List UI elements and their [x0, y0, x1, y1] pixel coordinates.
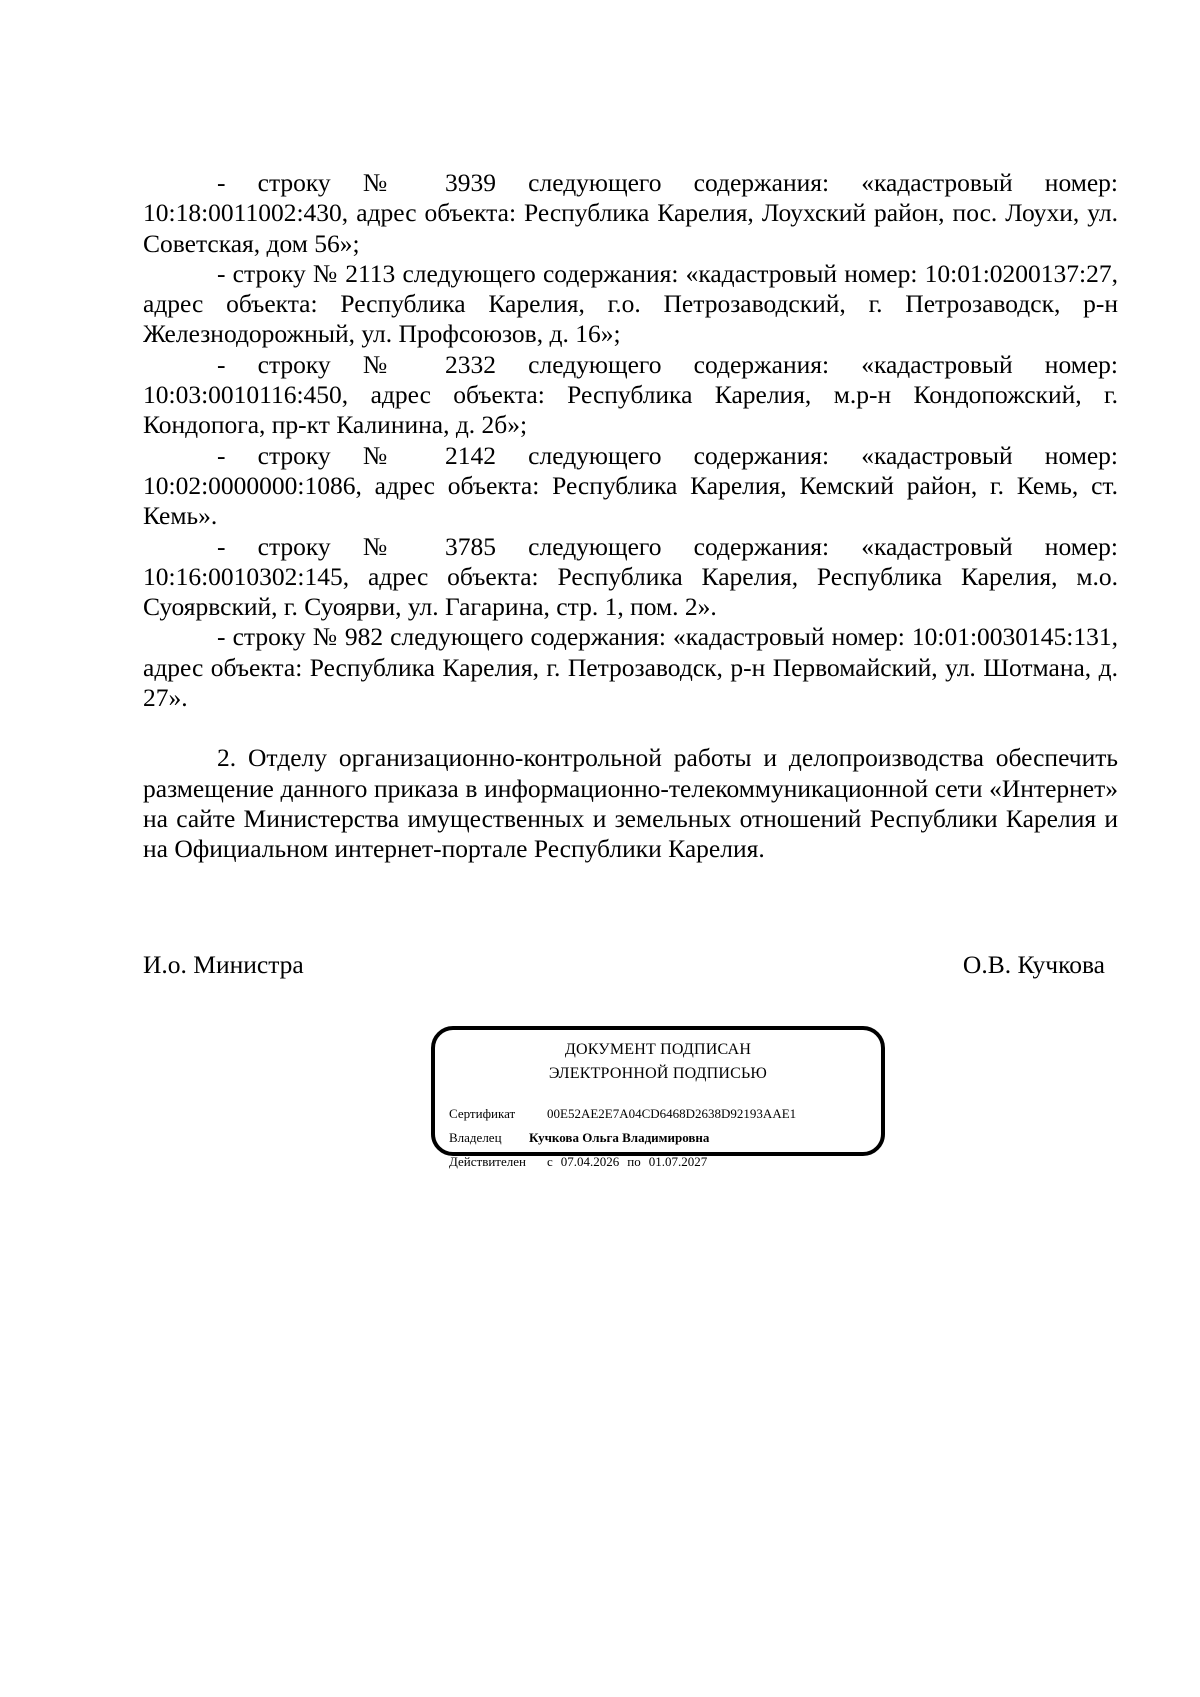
electronic-signature-stamp: [431, 1026, 885, 1169]
stamp-owner-value: Кучкова Ольга Владимировна: [529, 1130, 710, 1145]
stamp-heading-line2: ЭЛЕКТРОННОЙ ПОДПИСЬЮ: [548, 1065, 768, 1082]
stamp-certificate-row: [449, 1104, 796, 1124]
stamp-certificate-value: 00E52AE2E7A04CD6468D2638D92193AAE1: [547, 1106, 797, 1121]
stamp-heading-line1: ДОКУМЕНТ ПОДПИСАН: [564, 1041, 752, 1058]
amendment-item-2142: - строку № 2142 следующего содержания: «кадастровый номер: 10:02:0000000:1086, адрес объекта: Республика Карелия, Кемский район, г. Кемь, ст. Кемь».: [143, 440, 1118, 531]
amendment-item-982: - строку № 982 следующего содержания: «кадастровый номер: 10:01:0030145:131, адрес объекта: Республика Карелия, г. Петрозаводск, р-н Первомайский, ул. Шотмана, д. 27».: [143, 622, 1118, 713]
stamp-valid-from-prefix: с: [547, 1154, 553, 1169]
stamp-validity-row: [449, 1152, 707, 1172]
stamp-valid-to-prefix: по: [627, 1154, 641, 1169]
amendment-item-2113: - строку № 2113 следующего содержания: «кадастровый номер: 10:01:0200137:27, адрес объекта: Республика Карелия, г.о. Петрозаводский, г. Петрозаводск, р-н Железнодорожный, ул. Профсоюзов, д. 16»;: [143, 258, 1118, 349]
signatory-name: О.В. Кучкова: [962, 950, 1105, 979]
stamp-owner-row: [449, 1128, 709, 1148]
amendment-item-3785: - строку № 3785 следующего содержания: «кадастровый номер: 10:16:0010302:145, адрес объекта: Республика Карелия, Республика Карелия, м.о. Суоярвский, г. Суоярви, ул. Гагарина, стр. 1, пом. 2».: [143, 531, 1118, 622]
clause-2: 2. Отделу организационно-контрольной работы и делопроизводства обеспечить размещение данного приказа в информационно-телекоммуникационной сети «Интернет» на сайте Министерства имущественных и земельных отношений Республики Карелия и на Официальном интернет-портале Республики Карелия.: [143, 743, 1118, 864]
stamp-valid-to: 01.07.2027: [648, 1154, 708, 1169]
amendment-item-3939: - строку № 3939 следующего содержания: «кадастровый номер: 10:18:0011002:430, адрес объекта: Республика Карелия, Лоухский район, пос. Лоухи, ул. Советская, дом 56»;: [143, 168, 1118, 258]
stamp-certificate-label: Сертификат: [449, 1106, 516, 1121]
signature-block: [143, 950, 1105, 980]
stamp-valid-from: 07.04.2026: [560, 1154, 620, 1169]
stamp-valid-label: Действителен: [449, 1154, 526, 1169]
amendment-item-2332: - строку № 2332 следующего содержания: «кадастровый номер: 10:03:0010116:450, адрес объекта: Республика Карелия, м.р-н Кондопожский, г. Кондопога, пр-кт Калинина, д. 2б»;: [143, 349, 1118, 440]
document-body: [143, 168, 1118, 865]
stamp-owner-label: Владелец: [449, 1130, 502, 1145]
signatory-position: И.о. Министра: [143, 950, 304, 979]
